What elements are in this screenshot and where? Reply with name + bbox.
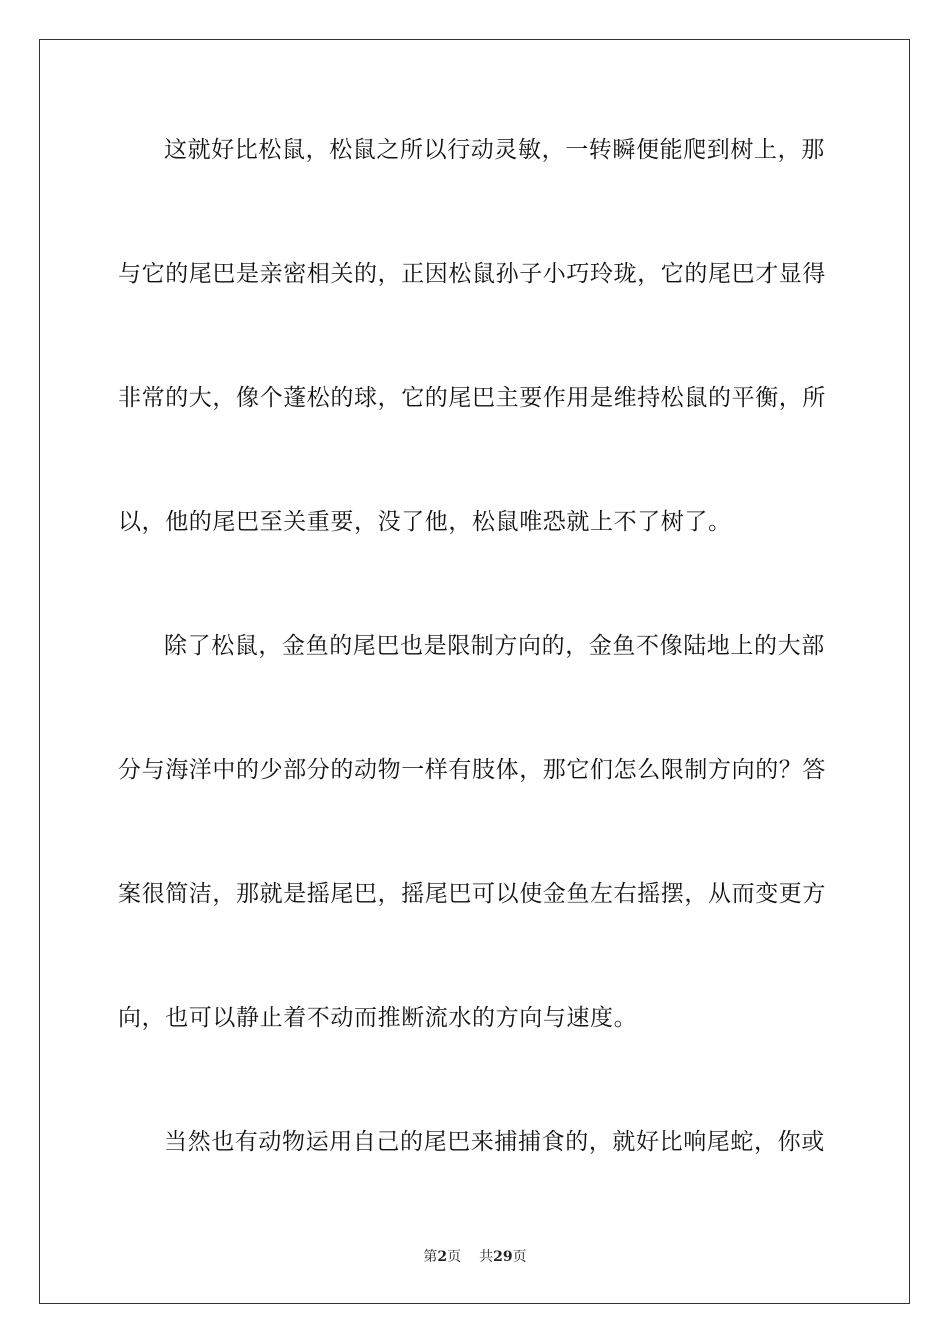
total-pages: 29 [493,1249,513,1265]
text-line: 向，也可以静止着不动而推断流水的方向与速度。 [118,1005,638,1031]
text-line: 除了松鼠，金鱼的尾巴也是限制方向的，金鱼不像陆地上的大部 [164,633,825,659]
page-border [39,39,910,1304]
total-suffix: 页 [512,1249,527,1265]
page-number: 2 [437,1249,448,1265]
text-line: 当然也有动物运用自己的尾巴来捕捕食的，就好比响尾蛇，你或 [164,1129,825,1155]
text-line: 与它的尾巴是亲密相关的，正因松鼠孙子小巧玲珑，它的尾巴才显得 [118,261,826,287]
page-footer [0,1248,950,1266]
text-line: 这就好比松鼠，松鼠之所以行动灵敏，一转瞬便能爬到树上，那 [164,137,825,163]
text-line: 分与海洋中的少部分的动物一样有肢体，那它们怎么限制方向的？答 [118,757,826,783]
text-line: 非常的大，像个蓬松的球，它的尾巴主要作用是维持松鼠的平衡，所 [118,385,826,411]
text-line: 案很简洁，那就是摇尾巴，摇尾巴可以使金鱼左右摇摆，从而变更方 [118,881,826,907]
text-line: 以，他的尾巴至关重要，没了他，松鼠唯恐就上不了树了。 [118,509,732,535]
page-prefix: 第 [423,1249,438,1265]
page-suffix: 页 [447,1249,462,1265]
total-prefix: 共 [479,1249,494,1265]
